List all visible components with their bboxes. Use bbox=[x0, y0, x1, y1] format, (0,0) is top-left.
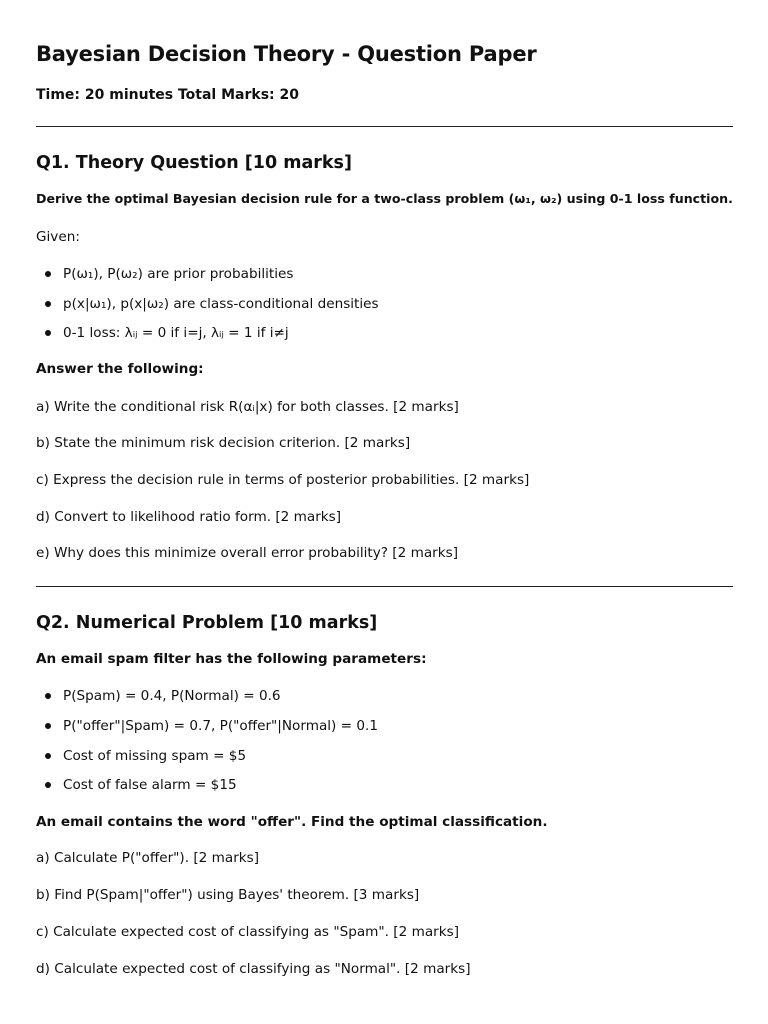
q1-part: c) Express the decision rule in terms of posterior probabilities. [2 marks] bbox=[36, 472, 530, 488]
bullet-icon bbox=[45, 782, 51, 788]
q2-part: c) Calculate expected cost of classifying as "Spam". [2 marks] bbox=[36, 924, 459, 940]
q1-given-item: 0-1 loss: λᵢⱼ = 0 if i=j, λᵢⱼ = 1 if i≠j bbox=[63, 325, 289, 341]
q2-part: a) Calculate P("offer"). [2 marks] bbox=[36, 850, 260, 866]
q1-part: a) Write the conditional risk R(αᵢ|x) for both classes. [2 marks] bbox=[36, 399, 459, 415]
q1-part: d) Convert to likelihood ratio form. [2 marks] bbox=[36, 509, 342, 525]
q2-param: Cost of missing spam = $5 bbox=[63, 748, 247, 764]
q2-part: d) Calculate expected cost of classifying as "Normal". [2 marks] bbox=[36, 961, 471, 977]
q1-given-item: P(ω₁), P(ω₂) are prior probabilities bbox=[63, 266, 294, 282]
q2-part: b) Find P(Spam|"offer") using Bayes' theorem. [3 marks] bbox=[36, 887, 420, 903]
exam-meta: Time: 20 minutes Total Marks: 20 bbox=[36, 87, 299, 103]
q2-param: P(Spam) = 0.4, P(Normal) = 0.6 bbox=[63, 688, 281, 704]
q2-task: An email contains the word "offer". Find the optimal classification. bbox=[36, 814, 548, 830]
q1-part: e) Why does this minimize overall error probability? [2 marks] bbox=[36, 545, 459, 561]
q2-heading: Q2. Numerical Problem [10 marks] bbox=[36, 613, 378, 633]
bullet-icon bbox=[45, 301, 51, 307]
q2-intro: An email spam filter has the following parameters: bbox=[36, 651, 427, 667]
divider bbox=[36, 126, 733, 127]
q2-param: Cost of false alarm = $15 bbox=[63, 777, 237, 793]
q1-heading: Q1. Theory Question [10 marks] bbox=[36, 153, 352, 173]
q2-param: P("offer"|Spam) = 0.7, P("offer"|Normal) = 0.1 bbox=[63, 718, 379, 734]
q1-given-label: Given: bbox=[36, 229, 80, 245]
bullet-icon bbox=[45, 753, 51, 759]
bullet-icon bbox=[45, 693, 51, 699]
q1-answer-label: Answer the following: bbox=[36, 361, 204, 377]
bullet-icon bbox=[45, 723, 51, 729]
divider bbox=[36, 586, 733, 587]
q1-given-item: p(x|ω₁), p(x|ω₂) are class-conditional densities bbox=[63, 296, 379, 312]
page-title: Bayesian Decision Theory - Question Paper bbox=[36, 42, 537, 66]
q1-prompt: Derive the optimal Bayesian decision rule for a two-class problem (ω₁, ω₂) using 0-1 loss function. bbox=[36, 191, 733, 206]
bullet-icon bbox=[45, 271, 51, 277]
q1-part: b) State the minimum risk decision criterion. [2 marks] bbox=[36, 435, 411, 451]
bullet-icon bbox=[45, 330, 51, 336]
